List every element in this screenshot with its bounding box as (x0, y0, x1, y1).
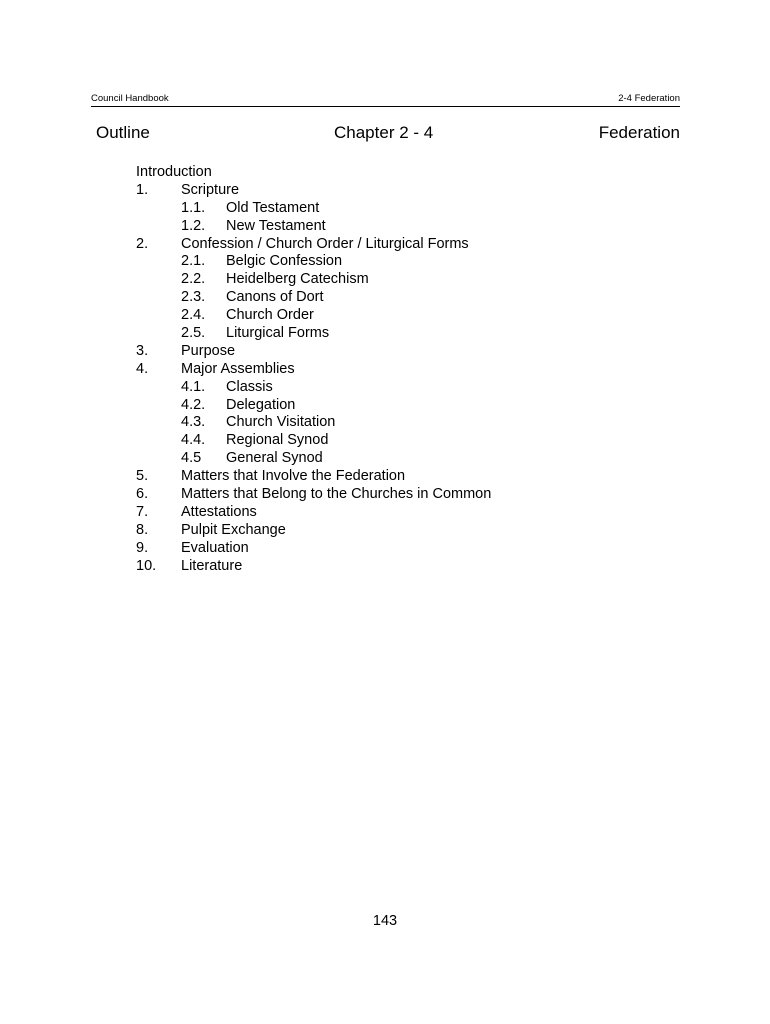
outline-item-text: Classis (226, 378, 273, 395)
outline-item-text: Delegation (226, 396, 296, 413)
outline-item-7 (136, 504, 656, 522)
outline-item-text: Scripture (181, 181, 240, 198)
outline-item-2-1 (136, 253, 656, 271)
header-section: 2-4 Federation (618, 93, 680, 104)
outline-item-number: 4.5 (181, 450, 202, 467)
outline-item-text: Regional Synod (226, 432, 329, 449)
outline-item-text: Matters that Involve the Federation (181, 468, 406, 485)
outline-item-number: 5. (136, 468, 149, 485)
outline-item-number: 1.1. (181, 199, 206, 216)
outline-item-number: 4.2. (181, 396, 206, 413)
outline-item-1-1 (136, 200, 656, 218)
outline-item-2 (136, 236, 656, 254)
outline-item-number: 8. (136, 521, 149, 538)
outline-item-text: Church Visitation (226, 414, 336, 431)
outline-item-number: 9. (136, 539, 149, 556)
outline-item-number: 2.1. (181, 253, 206, 270)
outline-item-2-3 (136, 289, 656, 307)
outline-item-2-4 (136, 307, 656, 325)
outline-item-number: 2. (136, 235, 149, 252)
outline-item-text: Literature (181, 557, 243, 574)
outline-item-number: 1. (136, 181, 149, 198)
outline-item-10 (136, 558, 656, 576)
outline-item-number: 2.5. (181, 325, 206, 342)
outline-item-2-2 (136, 271, 656, 289)
outline-item-text: Church Order (226, 307, 314, 324)
outline-item-number: 1.2. (181, 217, 206, 234)
outline-item-text: Confession / Church Order / Liturgical Forms (181, 235, 469, 252)
outline-item-text: Belgic Confession (226, 253, 343, 270)
page-number: 143 (372, 913, 398, 929)
outline-item-text: Major Assemblies (181, 360, 295, 377)
outline-item-1-2 (136, 218, 656, 236)
outline-item-text: Evaluation (181, 539, 249, 556)
outline-list (136, 164, 656, 575)
outline-item-9 (136, 540, 656, 558)
outline-item-text: General Synod (226, 450, 323, 467)
outline-item-number: 4.4. (181, 432, 206, 449)
outline-item-text: Purpose (181, 342, 236, 359)
title-chapter: Chapter 2 - 4 (334, 123, 434, 142)
outline-item-text: Attestations (181, 503, 257, 520)
outline-item-text: Canons of Dort (226, 289, 324, 306)
outline-item-1 (136, 182, 656, 200)
outline-item-number: 2.4. (181, 307, 206, 324)
outline-item-6 (136, 486, 656, 504)
outline-item-number: 3. (136, 342, 149, 359)
outline-item-number: 4. (136, 360, 149, 377)
outline-item-text: Old Testament (226, 199, 320, 216)
outline-item-introduction (136, 164, 656, 182)
outline-item-2-5 (136, 325, 656, 343)
outline-item-text: Matters that Belong to the Churches in Common (181, 486, 492, 503)
outline-item-number: 10. (136, 557, 157, 574)
outline-item-8 (136, 522, 656, 540)
running-header (91, 93, 680, 107)
outline-item-text: Pulpit Exchange (181, 521, 286, 538)
outline-item-4-2 (136, 397, 656, 415)
outline-item-4-5 (136, 450, 656, 468)
outline-item-number: 6. (136, 486, 149, 503)
outline-item-number: 4.3. (181, 414, 206, 431)
title-row (96, 122, 680, 144)
outline-item-number: 2.3. (181, 289, 206, 306)
outline-item-number: 4.1. (181, 378, 206, 395)
outline-item-text: Liturgical Forms (226, 325, 330, 342)
outline-item-4 (136, 361, 656, 379)
outline-item-4-3 (136, 414, 656, 432)
outline-item-3 (136, 343, 656, 361)
title-outline: Outline (96, 123, 150, 142)
outline-item-text: Introduction (136, 164, 212, 180)
outline-item-text: New Testament (226, 217, 326, 234)
outline-item-number: 7. (136, 503, 149, 520)
outline-item-4-1 (136, 379, 656, 397)
outline-item-5 (136, 468, 656, 486)
title-topic: Federation (598, 123, 680, 142)
outline-item-4-4 (136, 432, 656, 450)
outline-item-number: 2.2. (181, 271, 206, 288)
outline-item-text: Heidelberg Catechism (226, 271, 369, 288)
header-book-title: Council Handbook (91, 93, 169, 104)
